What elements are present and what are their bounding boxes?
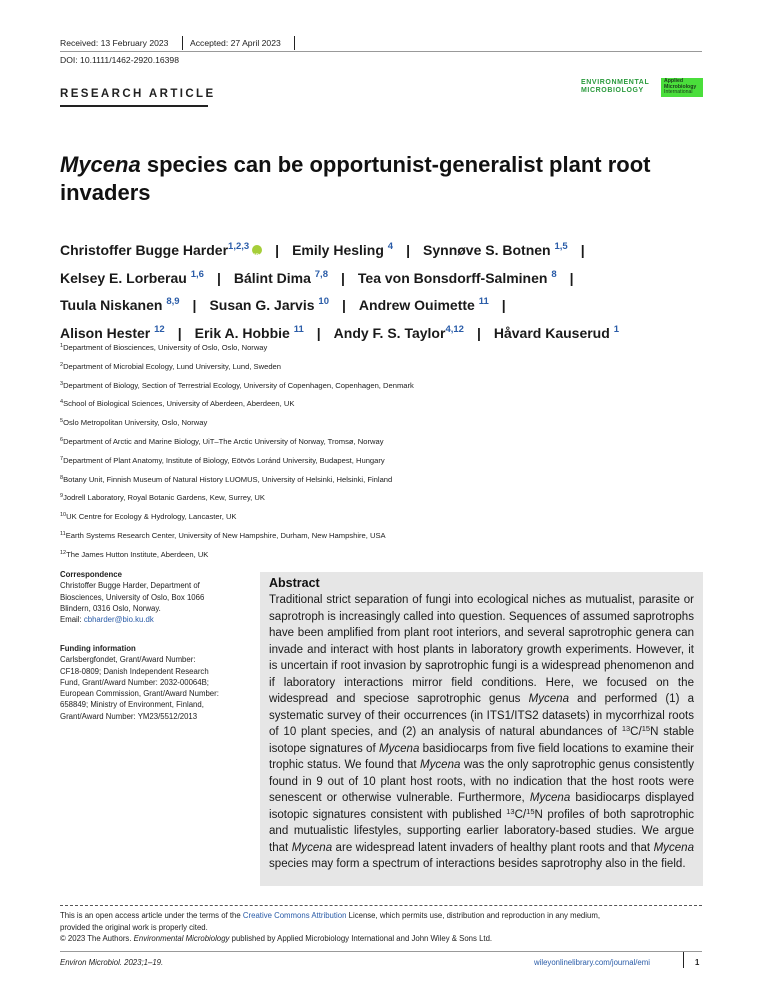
publisher-logo: Applied Microbiology International bbox=[661, 78, 703, 97]
author-line: Kelsey E. Lorberau $^{1,6}$ | Bálint Dima $^{7,8}$ | Tea von Bonsdorff-Salminen $^8$ | bbox=[60, 268, 574, 286]
author-name[interactable]: Erik A. Hobbie bbox=[194, 325, 290, 342]
citation: Environ Microbiol. 2023;1–19. bbox=[60, 958, 164, 967]
author-name[interactable]: Alison Hester bbox=[60, 325, 151, 342]
journal-url[interactable] bbox=[534, 957, 650, 969]
affiliation-item: $^{11}$Earth Systems Research Center, University of New Hampshire, Durham, New Hampshire, USA bbox=[60, 530, 386, 540]
author-line: Alison Hester $^{12}$ | Erik A. Hobbie $^{11}$ | Andy F. S. Taylor$^{4,12}$ | Håvard Kauserud $^1$ bbox=[60, 324, 619, 342]
correspondence-block: Correspondence Christoffer Bugge Harder, Department of Biosciences, University of Oslo, Box 1066 Blindern, 0316 Oslo, Norway. Email: cbharder@bio.ku.dk bbox=[60, 569, 255, 625]
doi[interactable]: DOI: 10.1111/1462-2920.16398 bbox=[60, 55, 179, 65]
affiliation-item: $^{12}$The James Hutton Institute, Aberdeen, UK bbox=[60, 549, 209, 559]
author-name[interactable]: Kelsey E. Lorberau bbox=[60, 269, 187, 286]
journal-logo[interactable] bbox=[581, 78, 703, 97]
abstract-text: Traditional strict separation of fungi into ecological niches as mutualist, parasite or saprotroph is increasingly called into question. Sequences of assumed saprotrophs have been amplified from plant root interiors, and several saprotrophic genera can invade and interact with host plants in laboratory growth experiments. However, it is uncertain if root invasion by saprotrophic fungi is a widespread phenomenon and if laboratory interactions mirror field conditions. Here, we focused on the widespread and speciose saprotrophic genus Mycena and performed (1) a systematic survey of their occurrences (in ITS1/ITS2 datasets) in mycorrhizal roots of 10 plant species, and (2) an analysis of natural abundances of $^{13}$C/$^{15}$N stable isotope signatures of Mycena basidiocarps from five field locations to examine their trophic status. We found that Mycena was the only saprotrophic genus consistently found in 9 out of 10 plant host roots, with no indication that the host roots were senescent or otherwise vulnerable. Furthermore, Mycena basidiocarps displayed isotopic signatures consistent with published $^{13}$C/$^{15}$N profiles of both saprotrophic and mutualistic lifestyles, supporting earlier laboratory-based studies. We argue that Mycena are widespread latent invaders of healthy plant roots and that Mycena species may form a spectrum of interactions besides saprotrophy also in the field. bbox=[269, 594, 695, 870]
journal-logo-text: ENVIRONMENTAL MICROBIOLOGY bbox=[581, 79, 650, 94]
affiliation-item: $^6$Department of Arctic and Marine Biology, UiT–The Arctic University of Norway, Tromsø, Norway bbox=[60, 436, 384, 446]
affiliation-item: $^{10}$UK Centre for Ecology & Hydrology, Lancaster, UK bbox=[60, 512, 237, 522]
author-name[interactable]: Susan G. Jarvis bbox=[209, 297, 315, 314]
affiliation-item: $^2$Department of Microbial Ecology, Lund University, Lund, Sweden bbox=[60, 361, 281, 371]
page-number: 1 bbox=[695, 958, 700, 967]
author-name[interactable]: Andrew Ouimette bbox=[358, 297, 475, 314]
license-link[interactable]: Creative Commons Attribution bbox=[242, 911, 347, 920]
author-line: Christoffer Bugge Harder$^{1,2,3}$iD | Emily Hesling $^4$ | Synnøve S. Botnen $^{1,5}$ | bbox=[60, 235, 720, 263]
author-name[interactable]: Tuula Niskanen bbox=[60, 297, 163, 314]
author-name[interactable]: Emily Hesling bbox=[292, 242, 384, 258]
article-title: Mycena species can be opportunist-generalist plant root invaders bbox=[60, 152, 651, 205]
funding-block: Funding information Carlsbergfondet, Grant/Award Number: CF18-0809; Danish Independent Research Fund, Grant/Award Number: 2032-00064B; European Commission, Grant/Award Number: 658849; Ministry of Environment, Finland, Grant/Award Number: YM23/5512/2013 bbox=[60, 643, 260, 722]
orcid-icon[interactable] bbox=[252, 245, 262, 255]
affiliation-list bbox=[60, 338, 720, 564]
author-name[interactable]: Christoffer Bugge Harder bbox=[60, 242, 229, 258]
received-date: Received: 13 February 2023 bbox=[60, 38, 169, 48]
divider bbox=[182, 36, 183, 50]
affiliation-item: $^7$Department of Plant Anatomy, Institute of Biology, Eötvös Loránd University, Budapest, Hungary bbox=[60, 455, 385, 465]
affiliation-item: $^3$Department of Biology, Section of Terrestrial Ecology, University of Copenhagen, Copenhagen, Denmark bbox=[60, 380, 414, 390]
affiliation-item: $^1$Department of Biosciences, University of Oslo, Oslo, Norway bbox=[60, 343, 268, 352]
funding-heading: Funding information bbox=[60, 644, 136, 653]
affiliation-item: $^5$Oslo Metropolitan University, Oslo, Norway bbox=[60, 418, 208, 428]
abstract-heading: Abstract bbox=[269, 576, 320, 590]
article-type: RESEARCH ARTICLE bbox=[60, 88, 216, 100]
author-name[interactable]: Håvard Kauserud bbox=[493, 325, 610, 342]
email-link[interactable]: cbharder@bio.ku.dk bbox=[83, 615, 154, 625]
header-rule bbox=[60, 51, 702, 52]
license-notice: This is an open access article under the terms of the Creative Commons Attribution License, which permits use, distribution and reproduction in any medium, provided the original work is properly cited. © 2023 The Authors. Environmental Microbiology published by Applied Microbiology International and John Wiley & Sons Ltd. bbox=[60, 911, 600, 943]
affiliation-item: $^4$School of Biological Sciences, University of Aberdeen, Aberdeen, UK bbox=[60, 399, 295, 409]
bottom-rule bbox=[60, 951, 702, 952]
author-name[interactable]: Tea von Bonsdorff-Salminen bbox=[357, 269, 548, 286]
correspondence-heading: Correspondence bbox=[60, 570, 122, 579]
abstract-box bbox=[260, 572, 703, 886]
affiliation-item: $^9$Jodrell Laboratory, Royal Botanic Gardens, Kew, Surrey, UK bbox=[60, 493, 265, 503]
author-name[interactable]: Andy F. S. Taylor bbox=[333, 325, 446, 342]
divider bbox=[683, 952, 684, 968]
accepted-date: Accepted: 27 April 2023 bbox=[190, 38, 281, 48]
author-name[interactable]: Bálint Dima bbox=[233, 269, 311, 286]
affiliation-item: $^8$Botany Unit, Finnish Museum of Natural History LUOMUS, University of Helsinki, Helsinki, Finland bbox=[60, 474, 393, 484]
journal-url-link[interactable]: wileyonlinelibrary.com/journal/emi bbox=[534, 958, 650, 967]
author-list bbox=[60, 235, 720, 346]
article-type-underline bbox=[60, 105, 208, 107]
divider bbox=[294, 36, 295, 50]
title-genus: Mycena bbox=[60, 152, 141, 177]
footer-rule bbox=[60, 905, 702, 906]
author-line: Tuula Niskanen $^{8,9}$ | Susan G. Jarvis $^{10}$ | Andrew Ouimette $^{11}$ | bbox=[60, 296, 506, 314]
author-name[interactable]: Synnøve S. Botnen bbox=[423, 242, 551, 258]
